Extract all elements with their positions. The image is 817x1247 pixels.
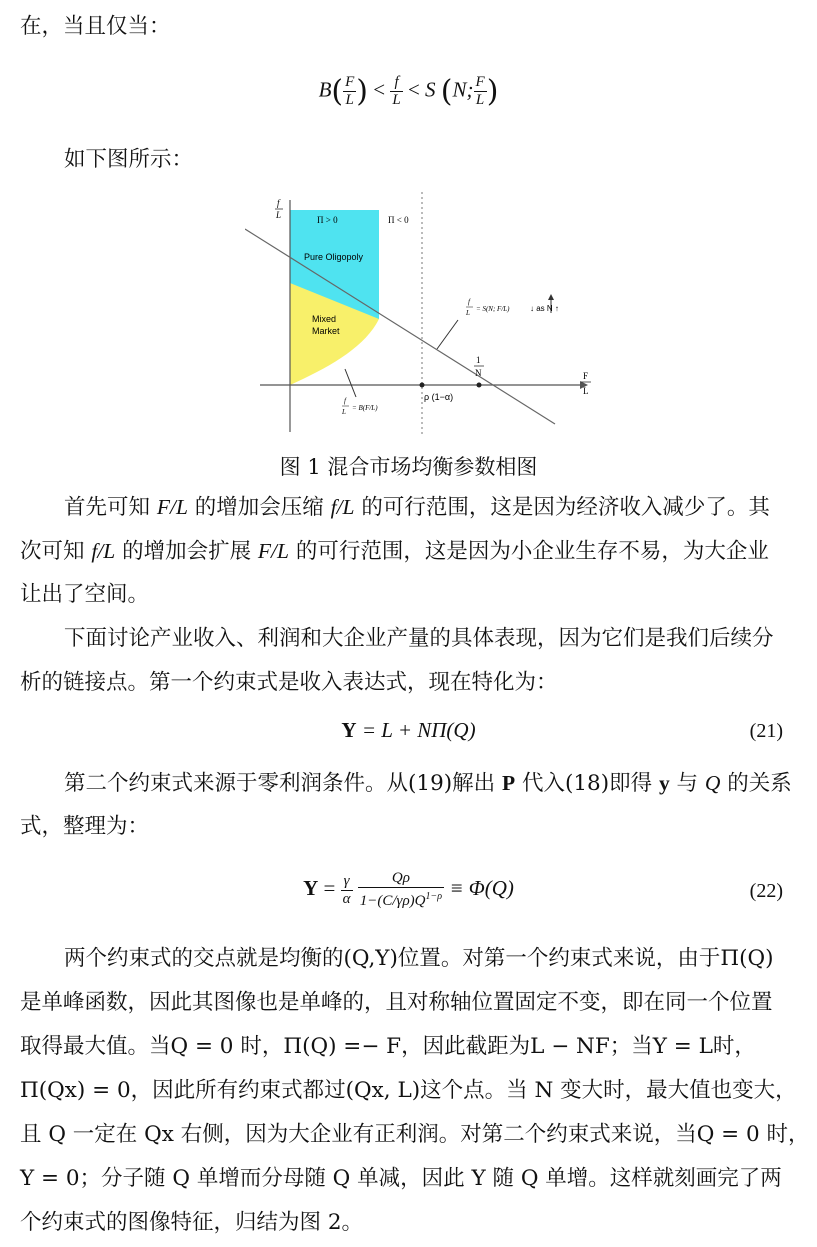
- equation-21-number: (21): [749, 720, 783, 742]
- b-curve-pointer: [345, 369, 356, 397]
- mixed-label: Mixed: [312, 314, 337, 324]
- para1-line1: 首先可知 F/L 的增加会压缩 f/L 的可行范围，这是因为经济收入减少了。其: [64, 495, 770, 520]
- eq-S: S: [425, 77, 436, 102]
- as-n-label: ↓ as N ↑: [530, 304, 559, 313]
- para1-line3: 让出了空间。: [20, 582, 150, 607]
- pi-positive-label: Π > 0: [317, 215, 338, 225]
- para4-line6: Y = 0；分子随 Q 单增而分母随 Q 单减，因此 Y 随 Q 单增。这样就刻画完了两: [20, 1166, 782, 1191]
- svg-text:f: f: [344, 397, 346, 405]
- para4-line1: 两个约束式的交点就是均衡的(Q,Y)位置。对第一个约束式来说，由于Π(Q): [64, 946, 774, 971]
- pure-oligopoly-label: Pure Oligopoly: [304, 252, 364, 262]
- equation-21: Y = L + NΠ(Q): [341, 718, 476, 742]
- figure-caption: 图 1 混合市场均衡参数相图: [279, 455, 538, 479]
- n-label: N: [475, 368, 482, 378]
- eq-B: B: [318, 77, 332, 102]
- market-label: Market: [312, 326, 340, 336]
- svg-text:f: f: [468, 298, 470, 306]
- rho-label: ρ (1−α): [424, 392, 454, 402]
- pi-negative-label: Π < 0: [388, 215, 409, 225]
- equation-condition: B( $\frac{F}{L}$ ) < $\frac{f}{L}$ < S (N; $\frac{F}{L}$ ): [318, 74, 499, 109]
- s-curve-label: = S(N; F/L): [476, 305, 510, 313]
- x-axis-label-f: F: [583, 371, 589, 381]
- para4-line5: 且 Q 一定在 Qx 右侧，因为大企业有正利润。对第二个约束式来说，当Q = 0 时，: [20, 1122, 810, 1147]
- para3-line1: 第二个约束式来源于零利润条件。从(19)解出 P 代入(18)即得 y 与 Q 的关系: [64, 771, 792, 796]
- b-curve-label: = B(F/L): [352, 404, 378, 412]
- svg-text:L: L: [342, 408, 346, 416]
- para1-line2: 次可知 f/L 的增加会扩展 F/L 的可行范围，这是因为小企业生存不易，为大企业: [20, 539, 769, 564]
- svg-text:L: L: [466, 309, 470, 317]
- para3-line2: 式，整理为：: [20, 814, 150, 839]
- x-axis-label-l: L: [583, 386, 589, 396]
- para4-line3: 取得最大值。当Q = 0 时，Π(Q) =− F，因此截距为L − NF；当Y = L时，: [20, 1034, 756, 1059]
- para4-line7: 个约束式的图像特征，归结为图 2。: [20, 1210, 364, 1235]
- y-axis-label-f: f: [277, 198, 280, 208]
- rho-point: [420, 383, 425, 388]
- equation-22: Y = $\frac{\gamma}{\alpha}$ $\frac{Q\rho}{1-(C/\gamma\rho)Q^{1-\rho}}$ ≡ Φ(Q): [303, 870, 514, 909]
- phase-diagram-figure: [245, 192, 607, 442]
- one-label: 1: [476, 355, 481, 365]
- para4-line4: Π(Qx) = 0，因此所有约束式都过(Qx, L)这个点。当 N 变大时，最大值也变大，: [20, 1078, 797, 1103]
- as-shown-text: 如下图所示：: [64, 147, 194, 172]
- y-axis-label-l: L: [276, 210, 282, 220]
- equation-22-number: (22): [749, 880, 783, 902]
- para4-line2: 是单峰函数，因此其图像也是单峰的，且对称轴位置固定不变，即在同一个位置: [20, 990, 773, 1015]
- intro-text: 在，当且仅当：: [20, 14, 171, 39]
- one-over-n-point: [477, 383, 482, 388]
- s-line-pointer: [437, 320, 458, 349]
- para2-line2: 析的链接点。第一个约束式是收入表达式，现在特化为：: [20, 670, 558, 695]
- para2-line1: 下面讨论产业收入、利润和大企业产量的具体表现，因为它们是我们后续分: [64, 626, 774, 651]
